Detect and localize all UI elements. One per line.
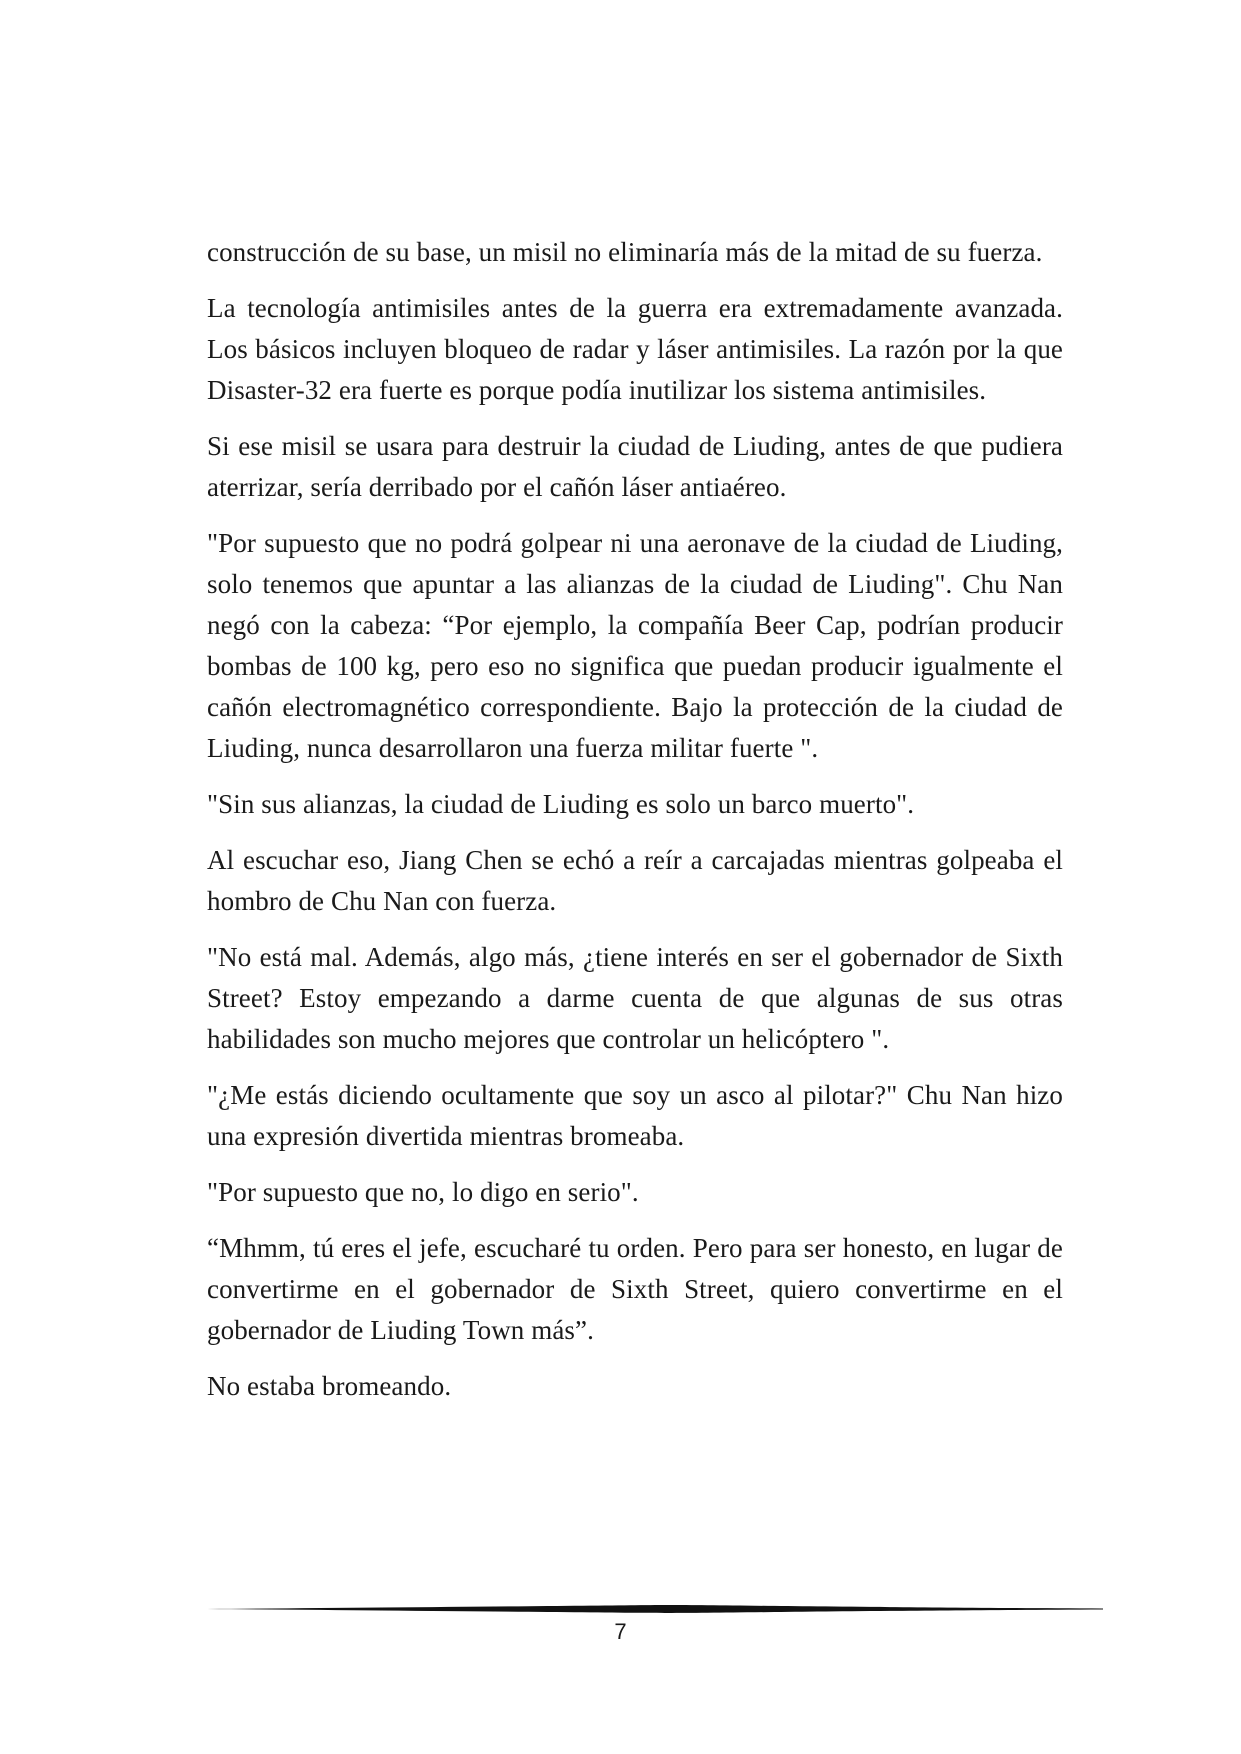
paragraph: La tecnología antimisiles antes de la guerra era extremadamente avanzada. Los básicos incluyen bloqueo de radar y láser antimisiles. La razón por la que Disaster-32 era fuerte es porque podía inutilizar los sistema antimisiles. bbox=[207, 293, 1063, 405]
paragraph: construcción de su base, un misil no eliminaría más de la mitad de su fuerza. bbox=[207, 237, 1043, 267]
page-number: 7 bbox=[614, 1619, 627, 1644]
paragraph: “Mhmm, tú eres el jefe, escucharé tu orden. Pero para ser honesto, en lugar de convertirme en el gobernador de Sixth Street, quiero convertirme en el gobernador de Liuding Town más”. bbox=[207, 1233, 1063, 1345]
paragraph: "Por supuesto que no podrá golpear ni una aeronave de la ciudad de Liuding, solo tenemos que apuntar a las alianzas de la ciudad de Liuding". Chu Nan negó con la cabeza: “Por ejemplo, la compañía Beer Cap, podrían producir bombas de 100 kg, pero eso no significa que puedan producir igualmente el cañón electromagnético correspondiente. Bajo la protección de la ciudad de Liuding, nunca desarrollaron una fuerza militar fuerte ". bbox=[207, 528, 1063, 763]
paragraph: "Sin sus alianzas, la ciudad de Liuding es solo un barco muerto". bbox=[207, 789, 915, 819]
paragraph: "No está mal. Además, algo más, ¿tiene interés en ser el gobernador de Sixth Street? Estoy empezando a darme cuenta de que algunas de sus otras habilidades son mucho mejores que controlar un helicóptero ". bbox=[207, 942, 1063, 1054]
paragraph: "¿Me estás diciendo ocultamente que soy un asco al pilotar?" Chu Nan hizo una expresión divertida mientras bromeaba. bbox=[207, 1080, 1063, 1151]
paragraph: Al escuchar eso, Jiang Chen se echó a reír a carcajadas mientras golpeaba el hombro de Chu Nan con fuerza. bbox=[207, 845, 1063, 916]
footer-divider bbox=[207, 1604, 1103, 1614]
paragraph: "Por supuesto que no, lo digo en serio". bbox=[207, 1177, 639, 1207]
paragraph: No estaba bromeando. bbox=[207, 1371, 452, 1401]
page-body bbox=[207, 232, 1063, 1422]
paragraph: Si ese misil se usara para destruir la ciudad de Liuding, antes de que pudiera aterrizar, sería derribado por el cañón láser antiaéreo. bbox=[207, 431, 1063, 502]
